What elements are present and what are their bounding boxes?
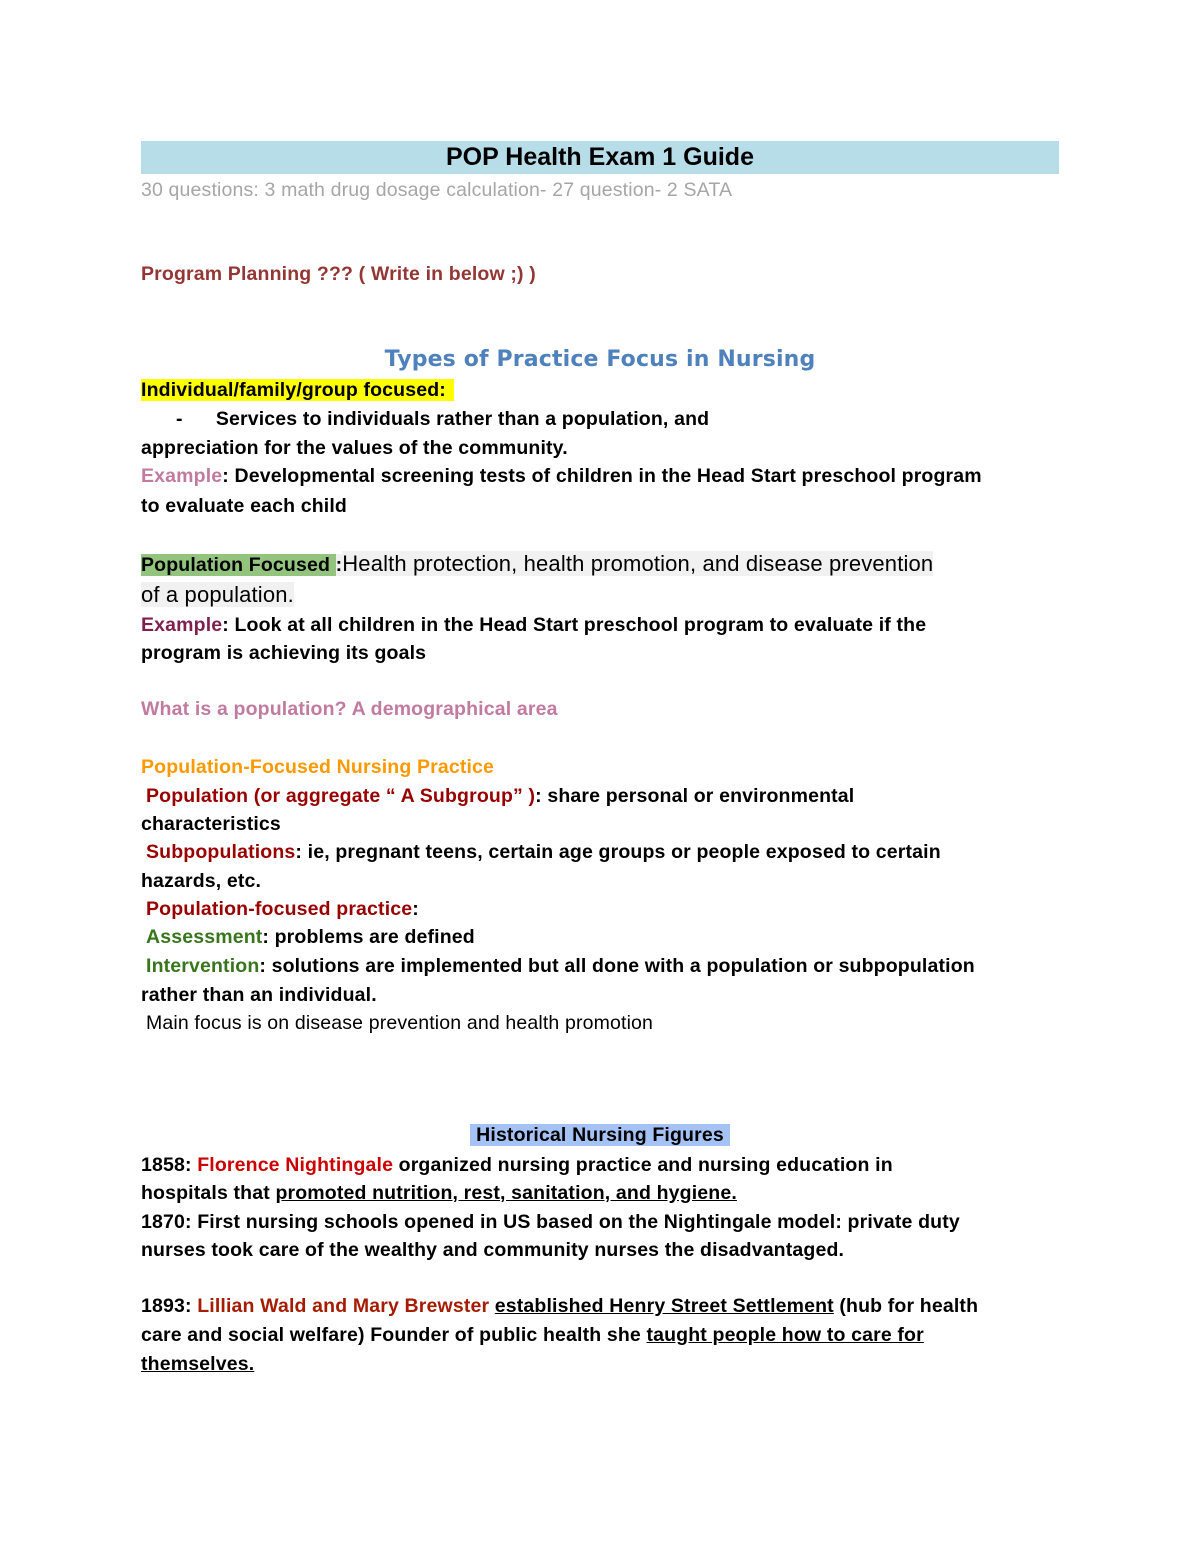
program-planning-heading: Program Planning ??? ( Write in below ;) ) (141, 263, 536, 285)
aggregate-line (146, 785, 854, 808)
assessment-label: Assessment (146, 926, 263, 948)
individual-example-text: : Developmental screening tests of children in the Head Start preschool program (222, 465, 982, 487)
population-focused-label: Population Focused (141, 554, 336, 576)
subpop-label: Subpopulations (146, 841, 296, 863)
intervention-label: Intervention (146, 955, 260, 977)
nightingale-name: Florence Nightingale (197, 1154, 394, 1176)
example-label: Example (141, 465, 223, 487)
wald-line2 (141, 1324, 924, 1347)
wald-line2-a: care and social welfare) Founder of public health she (141, 1324, 647, 1346)
intervention-text: : solutions are implemented but all done with a population or subpopulation (259, 955, 975, 977)
henry-street-text: established Henry Street Settlement (494, 1295, 834, 1317)
population-focused-cont-line (141, 582, 294, 608)
year-1858: 1858: (141, 1154, 198, 1176)
what-is-population: What is a population? A demographical area (141, 698, 558, 720)
population-focused-line (141, 551, 933, 577)
individual-focused-line (141, 379, 454, 402)
pfnp-heading: Population-Focused Nursing Practice (141, 756, 495, 778)
assessment-text: : problems are defined (262, 926, 475, 948)
population-example-text: : Look at all children in the Head Start preschool program to evaluate if the (222, 614, 927, 636)
document-title: POP Health Exam 1 Guide (141, 141, 1059, 174)
individual-bullet-text: Services to individuals rather than a population, and (215, 408, 710, 430)
wald-line (141, 1295, 978, 1318)
population-example-line (141, 614, 926, 637)
nightingale-cont-underlined: promoted nutrition, rest, sanitation, and hygiene. (275, 1182, 737, 1204)
bullet-dash: - (176, 408, 183, 430)
aggregate-cont: characteristics (141, 813, 281, 835)
population-example-cont: program is achieving its goals (141, 642, 427, 664)
exam-subtitle: 30 questions: 3 math drug dosage calculation- 27 question- 2 SATA (141, 179, 733, 201)
historical-heading-line (141, 1124, 1059, 1147)
year-1870-line2: nurses took care of the wealthy and community nurses the disadvantaged. (141, 1239, 845, 1261)
wald-line3-underlined: themselves. (141, 1353, 255, 1375)
wald-line2-underlined: taught people how to care for (646, 1324, 924, 1346)
individual-focused-label: Individual/family/group focused: (141, 379, 454, 401)
practice-label: Population-focused practice (146, 898, 413, 920)
aggregate-label: Population (or aggregate “ A Subgroup” ) (146, 785, 536, 807)
example-label: Example (141, 614, 223, 636)
henry-rest: (hub for health (833, 1295, 979, 1317)
population-focused-cont: of a population. (141, 582, 294, 607)
nightingale-text: organized nursing practice and nursing education in (393, 1154, 893, 1176)
assessment-line (146, 926, 475, 949)
population-focused-colon: : (335, 554, 343, 576)
subpop-cont: hazards, etc. (141, 870, 262, 892)
types-heading: Types of Practice Focus in Nursing (384, 347, 816, 372)
nightingale-cont-line (141, 1182, 737, 1205)
main-focus: Main focus is on disease prevention and health promotion (146, 1012, 654, 1034)
practice-line (146, 898, 419, 921)
population-focused-text: Health protection, health promotion, and disease prevention (342, 551, 934, 576)
individual-bullet-line (176, 408, 709, 431)
wald-line3 (141, 1353, 254, 1376)
individual-example-line (141, 465, 982, 488)
individual-example-cont: to evaluate each child (141, 495, 347, 517)
aggregate-text: : share personal or environmental (535, 785, 855, 807)
intervention-cont: rather than an individual. (141, 984, 377, 1006)
subpop-text: : ie, pregnant teens, certain age groups or people exposed to certain (295, 841, 941, 863)
individual-continuation: appreciation for the values of the community. (141, 437, 568, 459)
nightingale-line (141, 1154, 893, 1177)
year-1893: 1893: (141, 1295, 198, 1317)
wald-names: Lillian Wald and Mary Brewster (197, 1295, 490, 1317)
nightingale-cont-a: hospitals that (141, 1182, 276, 1204)
intervention-line (146, 955, 975, 978)
practice-text: : (412, 898, 419, 920)
historical-heading: Historical Nursing Figures (470, 1124, 730, 1146)
subpop-line (146, 841, 941, 864)
year-1870-line1: 1870: First nursing schools opened in US based on the Nightingale model: private duty (141, 1211, 960, 1233)
